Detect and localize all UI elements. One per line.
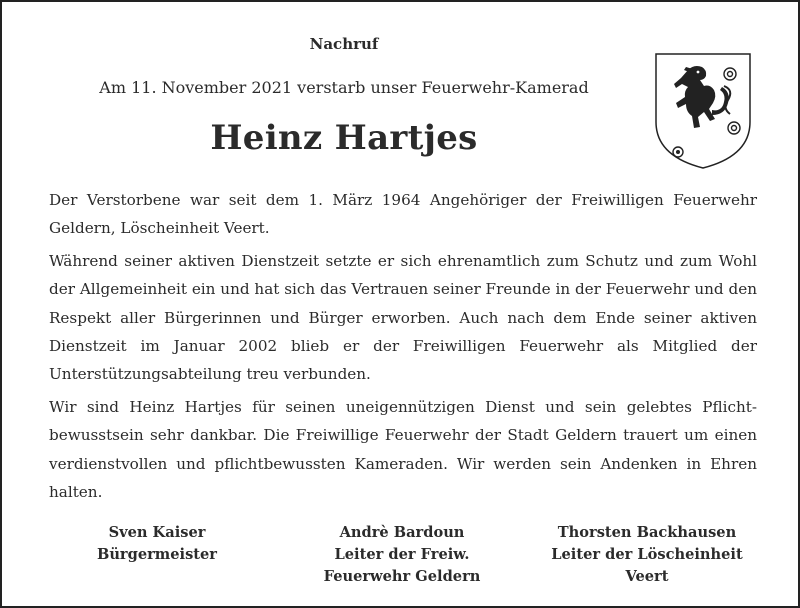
notice-body xyxy=(49,186,757,510)
notice-heading: Nachruf xyxy=(309,35,379,53)
signature-block xyxy=(532,522,762,588)
signatory-title: Bürgermeister xyxy=(96,546,217,563)
deceased-name: Heinz Hartjes xyxy=(210,118,478,158)
signatory-title-2: Feuerwehr Geldern xyxy=(323,568,481,585)
signature-block xyxy=(297,522,507,588)
signatory-name: Andrè Bardoun xyxy=(339,524,465,541)
signatory-title: Leiter der Freiw. xyxy=(334,546,470,563)
signature-block xyxy=(52,522,262,566)
coat-of-arms-icon xyxy=(654,52,752,170)
paragraph: Wir sind Heinz Hartjes für seinen uneigennützigen Dienst und sein gelebtes Pflichtbewusstsein sehr dankbar. Die Freiwillige Feuerwehr der Stadt Geldern trauert um einen verdienstvollen und pflichtbewussten Kameraden. Wir werden sein Andenken in Ehren halten. xyxy=(49,397,757,502)
paragraph: Der Verstorbene war seit dem 1. März 1964 Angehöriger der Freiwilligen Feuerwehr Geldern, Löscheinheit Veert. xyxy=(49,191,757,238)
intro-line: Am 11. November 2021 verstarb unser Feuerwehr-Kamerad xyxy=(99,78,589,97)
signatory-name: Sven Kaiser xyxy=(108,524,206,541)
signatures xyxy=(52,522,752,592)
signatory-title-2: Veert xyxy=(625,568,669,585)
signatory-name: Thorsten Backhausen xyxy=(557,524,737,541)
paragraph: Während seiner aktiven Dienstzeit setzte er sich ehrenamtlich zum Schutz und zum Wohl der Allgemeinheit ein und hat sich das Vertrauen seiner Freunde in der Feuerwehr und den Respekt aller Bürgerinnen und Bürger erworben. Auch nach dem Ende seiner aktiven Dienstzeit im Januar 2002 blieb er der Freiwilligen Feuerwehr als Mitglied der Unterstützungsabteilung treu verbunden. xyxy=(49,251,757,384)
signatory-title: Leiter der Löscheinheit xyxy=(551,546,743,563)
